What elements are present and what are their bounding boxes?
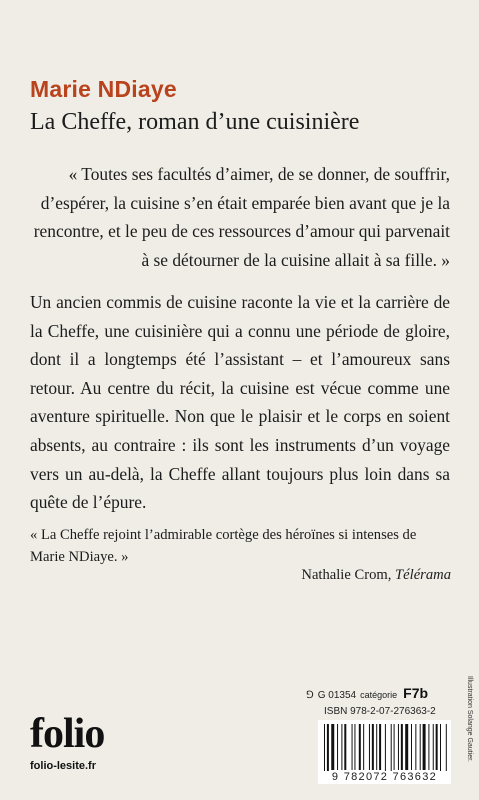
barcode-bar xyxy=(440,724,441,776)
barcode-bar xyxy=(436,724,438,770)
barcode-bar xyxy=(337,724,338,770)
barcode-bar xyxy=(420,724,421,770)
barcode-bar xyxy=(391,724,392,776)
barcode-bar xyxy=(341,724,342,770)
barcode-bar xyxy=(415,724,416,770)
reviewer-name: Nathalie Crom, xyxy=(301,567,392,583)
barcode-bar xyxy=(331,724,334,770)
publisher-logo: folio xyxy=(30,711,105,757)
barcode-bar xyxy=(394,724,395,770)
barcode-bar xyxy=(344,724,346,770)
opening-quote: « Toutes ses facultés d’aimer, de se donner, de souffrir, d’espérer, la cuisine s’en était emparée bien avant que je la rencontre, et le peu de ces ressources d’amour qui parvenait à se détourner de la cuisine allait à sa fille. » xyxy=(33,164,450,270)
barcode-bar xyxy=(376,724,377,770)
publisher-url[interactable]: folio-lesite.fr xyxy=(30,760,97,772)
review-credit xyxy=(301,567,451,584)
barcode-bar xyxy=(385,724,386,776)
illustration-credit: Illustration Solange Gautier. xyxy=(466,676,473,762)
barcode-bar xyxy=(411,724,412,770)
barcode-bar xyxy=(327,724,329,776)
barcode-bar xyxy=(324,724,325,776)
code-symbol-icon: ⅁ xyxy=(306,690,314,701)
barcode-bar xyxy=(423,724,426,770)
price-category: F7b xyxy=(403,685,429,701)
barcode-bar xyxy=(401,724,403,770)
barcode-bar xyxy=(363,724,364,770)
product-code: G 01354 xyxy=(317,690,357,701)
barcode-bar xyxy=(359,724,361,770)
barcode-bar xyxy=(428,724,429,770)
isbn: ISBN 978-2-07-276363-2 xyxy=(324,706,436,717)
review-source: Télérama xyxy=(395,567,451,583)
barcode-bar xyxy=(354,724,355,770)
barcode-bar xyxy=(405,724,408,770)
barcode-bar xyxy=(352,724,353,770)
barcode-bar xyxy=(372,724,374,770)
author-name: Marie NDiaye xyxy=(30,76,177,102)
category-label: catégorie xyxy=(360,690,398,700)
barcode-digits: 9 782072 763632 xyxy=(318,771,451,783)
barcode-bar xyxy=(379,724,381,770)
press-review: « La Cheffe rejoint l’admirable cortège des héroïnes si intenses de Marie NDiaye. » xyxy=(30,527,417,565)
book-title: La Cheffe, roman d’une cuisinière xyxy=(30,109,360,135)
barcode-bar xyxy=(369,724,370,770)
barcode-bar xyxy=(433,724,434,770)
book-summary: Un ancien commis de cuisine raconte la vie et la carrière de la Cheffe, une cuisinière qui a connu une période de gloire, dont il a longtemps été l’assistant – et l’amoureux sans retour. Au centre du récit, la cuisine est vécue comme une aventure spirituelle. Non que le plaisir et le corps en soient absents, au contraire : ils sont les instruments d’un voyage vers un au-delà, la Cheffe allant toujours plus loin dans sa quête de l’épure. xyxy=(30,292,450,513)
barcode-bar xyxy=(398,724,399,770)
product-code-line xyxy=(306,685,428,701)
barcode-bar xyxy=(446,724,447,776)
